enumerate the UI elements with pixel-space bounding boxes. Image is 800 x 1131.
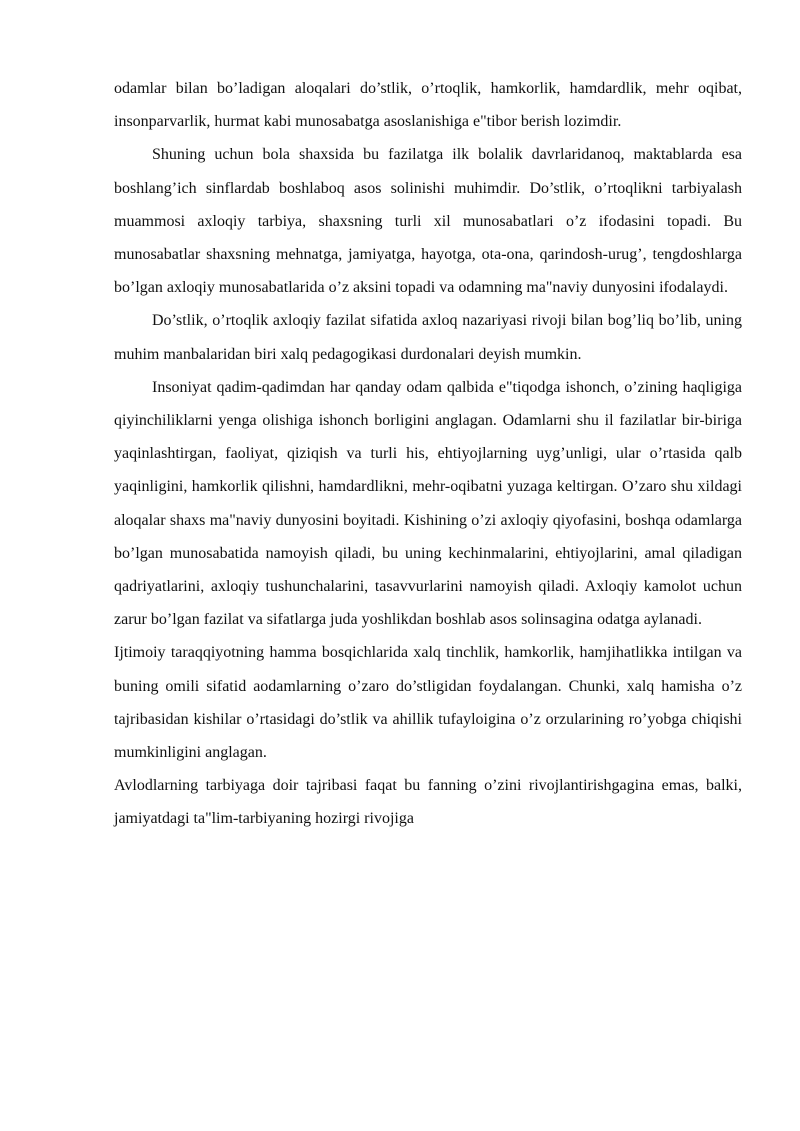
paragraph-4: Insoniyat qadim-qadimdan har qanday odam qalbida e"tiqodga ishonch, o’zining haqligiga qiyinchiliklarni yenga olishiga ishonch borligini anglagan. Odamlarni shu il fazilatlar bir-biriga yaqinlashtirgan, faoliyat, qiziqish va turli his, ehtiyojlarning uyg’unligi, ular o’rtasida qalb yaqinligini, hamkorlik qilishni, hamdardlikni, mehr-oqibatni yuzaga keltirgan. O’zaro shu xildagi aloqalar shaxs ma"naviy dunyosini boyitadi. Kishining o’zi axloqiy qiyofasini, boshqa odamlarga bo’lgan munosabatida namoyish qiladi, bu uning kechinmalarini, ehtiyojlarini, amal qiladigan qadriyatlarini, axloqiy tushunchalarini, tasavvurlarini namoyish qiladi. Axloqiy kamolot uchun zarur bo’lgan fazilat va sifatlarga juda yoshlikdan boshlab asos solinsagina odatga aylanadi.	[114, 378, 742, 629]
document-page	[114, 72, 742, 836]
paragraph-6: Avlodlarning tarbiyaga doir tajribasi faqat bu fanning o’zini rivojlantirishgagina emas, balki, jamiyatdagi ta"lim-tarbiyaning hozirgi rivojiga	[114, 777, 742, 828]
paragraph-1: odamlar bilan bo’ladigan aloqalari do’stlik, o’rtoqlik, hamkorlik, hamdardlik, mehr oqibat, insonparvarlik, hurmat kabi munosabatga asoslanishiga e"tibor berish lozimdir.	[114, 80, 742, 131]
paragraph-2: Shuning uchun bola shaxsida bu fazilatga ilk bolalik davrlaridanoq, maktablarda esa boshlang’ich sinflardab boshlaboq asos solinishi muhimdir. Do’stlik, o’rtoqlikni tarbiyalash muammosi axloqiy tarbiya, shaxsning turli xil munosabatlari o’z ifodasini topadi. Bu munosabatlar shaxsning mehnatga, jamiyatga, hayotga, ota-ona, qarindosh-urug’, tengdoshlarga bo’lgan axloqiy munosabatlarida o’z aksini topadi va odamning ma"naviy dunyosini ifodalaydi.	[114, 146, 742, 297]
paragraph-3: Do’stlik, o’rtoqlik axloqiy fazilat sifatida axloq nazariyasi rivoji bilan bog’liq bo’lib, uning muhim manbalaridan biri xalq pedagogikasi durdonalari deyish mumkin.	[114, 312, 742, 363]
paragraph-5: Ijtimoiy taraqqiyotning hamma bosqichlarida xalq tinchlik, hamkorlik, hamjihatlikka intilgan va buning omili sifatid aodamlarning o’zaro do’stligidan foydalangan. Chunki, xalq hamisha o’z tajribasidan kishilar o’rtasidagi do’stlik va ahillik tufayloigina o’z orzularining ro’yobga chiqishi mumkinligini anglagan.	[114, 644, 742, 762]
